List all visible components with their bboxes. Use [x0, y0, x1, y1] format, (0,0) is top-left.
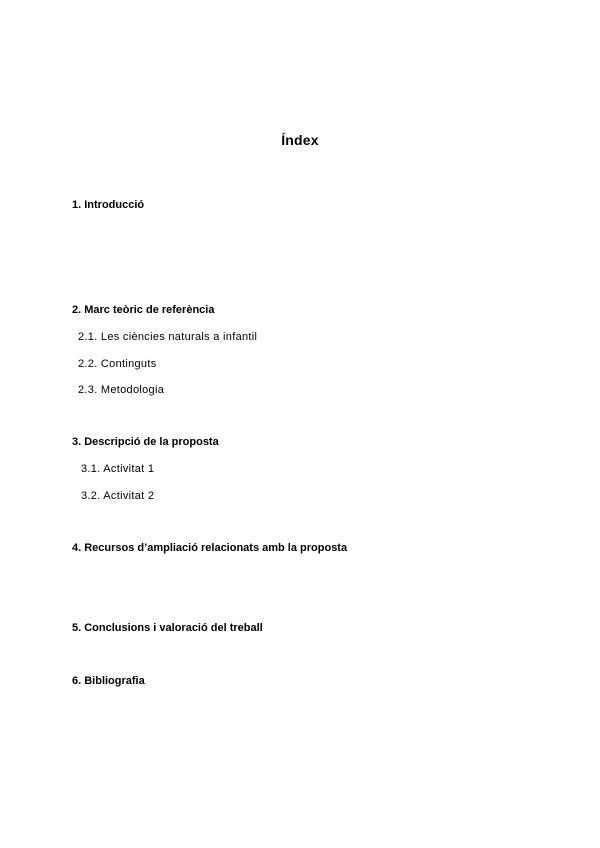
toc-subsection-3-1: 3.1. Activitat 1 — [81, 463, 155, 475]
toc-section-conclusions: 5. Conclusions i valoració del treball — [72, 622, 263, 634]
toc-section-marc-teoric: 2. Marc teòric de referència — [72, 304, 215, 316]
toc-section-bibliografia: 6. Bibliografia — [72, 675, 145, 687]
toc-subsection-2-1: 2.1. Les ciències naturals a infantil — [78, 331, 258, 343]
toc-subsection-3-2: 3.2. Activitat 2 — [81, 490, 155, 502]
toc-section-descripcio: 3. Descripció de la proposta — [72, 436, 219, 448]
toc-subsection-2-3: 2.3. Metodologia — [78, 384, 165, 396]
toc-section-recursos: 4. Recursos d’ampliació relacionats amb la proposta — [72, 542, 348, 554]
toc-subsection-2-2: 2.2. Continguts — [78, 358, 157, 370]
index-title: Índex — [281, 132, 319, 148]
toc-section-introduccio: 1. Introducció — [72, 199, 145, 211]
